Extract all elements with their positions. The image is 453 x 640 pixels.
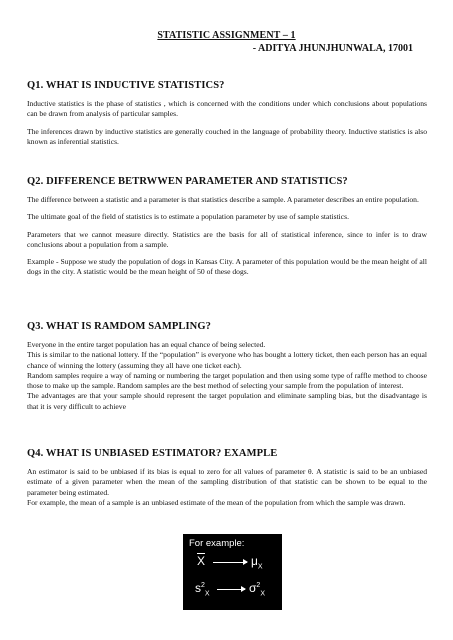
- section-heading: Q1. WHAT IS INDUCTIVE STATISTICS?: [27, 80, 225, 91]
- estimator-example-figure: [183, 534, 282, 610]
- sample-mean-symbol: $\overline{X}$: [197, 554, 206, 568]
- section-q3: [27, 321, 427, 412]
- paragraph: An estimator is said to be unbiased if its bias is equal to zero for all values of parameter θ. A statistic is said to be an unbiased estimate of a given parameter when the mean of the sampling distribution of that statistic can be shown to be equal to the parameter being estimated.: [27, 467, 427, 497]
- section-q4: [27, 448, 427, 508]
- figure-caption: For example:: [189, 538, 245, 549]
- section-q1: [27, 80, 427, 147]
- arrow-icon: [213, 562, 247, 563]
- sample-variance-symbol: $s^2_X$: [195, 581, 210, 598]
- paragraph: The ultimate goal of the field of statistics is to estimate a population parameter by use of sample statistics.: [27, 212, 350, 222]
- paragraph: Everyone in the entire target population has an equal chance of being selected.: [27, 340, 266, 349]
- section-heading: Q4. WHAT IS UNBIASED ESTIMATOR? EXAMPLE: [27, 448, 278, 459]
- paragraph: Example - Suppose we study the population of dogs in Kansas City. A parameter of this population would be the mean height of all dogs in the city. A statistic would be the mean height of 50 of these dogs.: [27, 257, 427, 277]
- paragraph: Inductive statistics is the phase of statistics , which is concerned with the conditions under which conclusions about populations can be drawn from analysis of particular samples.: [27, 99, 427, 119]
- paragraph: For example, the mean of a sample is an unbiased estimate of the mean of the population from which the sample was drawn.: [27, 497, 406, 507]
- paragraph: The advantages are that your sample should represent the target population and eliminate sampling bias, but the disadvantage is that it is very difficult to achieve: [27, 391, 427, 411]
- section-heading: Q2. DIFFERENCE BETRWWEN PARAMETER AND STATISTICS?: [27, 176, 348, 187]
- paragraph: Random samples require a way of naming or numbering the target population and then using some type of raffle method to choose those to make up the sample. Random samples are the best method of selecting your sample from the population of interest.: [27, 370, 427, 390]
- document-title: STATISTIC ASSIGNMENT – 1: [157, 30, 296, 41]
- arrow-icon: [217, 589, 245, 590]
- section-q2: [27, 176, 427, 278]
- author-line: - ADITYA JHUNJHUNWALA, 17001: [252, 43, 413, 54]
- section-heading: Q3. WHAT IS RAMDOM SAMPLING?: [27, 321, 211, 332]
- population-variance-symbol: $\sigma^2_X$: [249, 581, 265, 598]
- paragraph: The difference between a statistic and a parameter is that statistics describe a sample. A parameter describes an entire population.: [27, 195, 419, 204]
- population-mean-symbol: $\mu_X$: [251, 554, 263, 571]
- paragraph: This is similar to the national lottery. If the “population” is everyone who has bought a lottery ticket, then each person has an equal chance of winning the lottery (assuming they all have one ticket each).: [27, 350, 427, 370]
- paragraph: The inferences drawn by inductive statistics are generally couched in the language of probability theory. Inductive statistics is also known as inferential statistics.: [27, 126, 427, 146]
- paragraph: Parameters that we cannot measure directly. Statistics are the basis for all of statistical inference, since to infer is to draw conclusions about a population from a sample.: [27, 229, 427, 249]
